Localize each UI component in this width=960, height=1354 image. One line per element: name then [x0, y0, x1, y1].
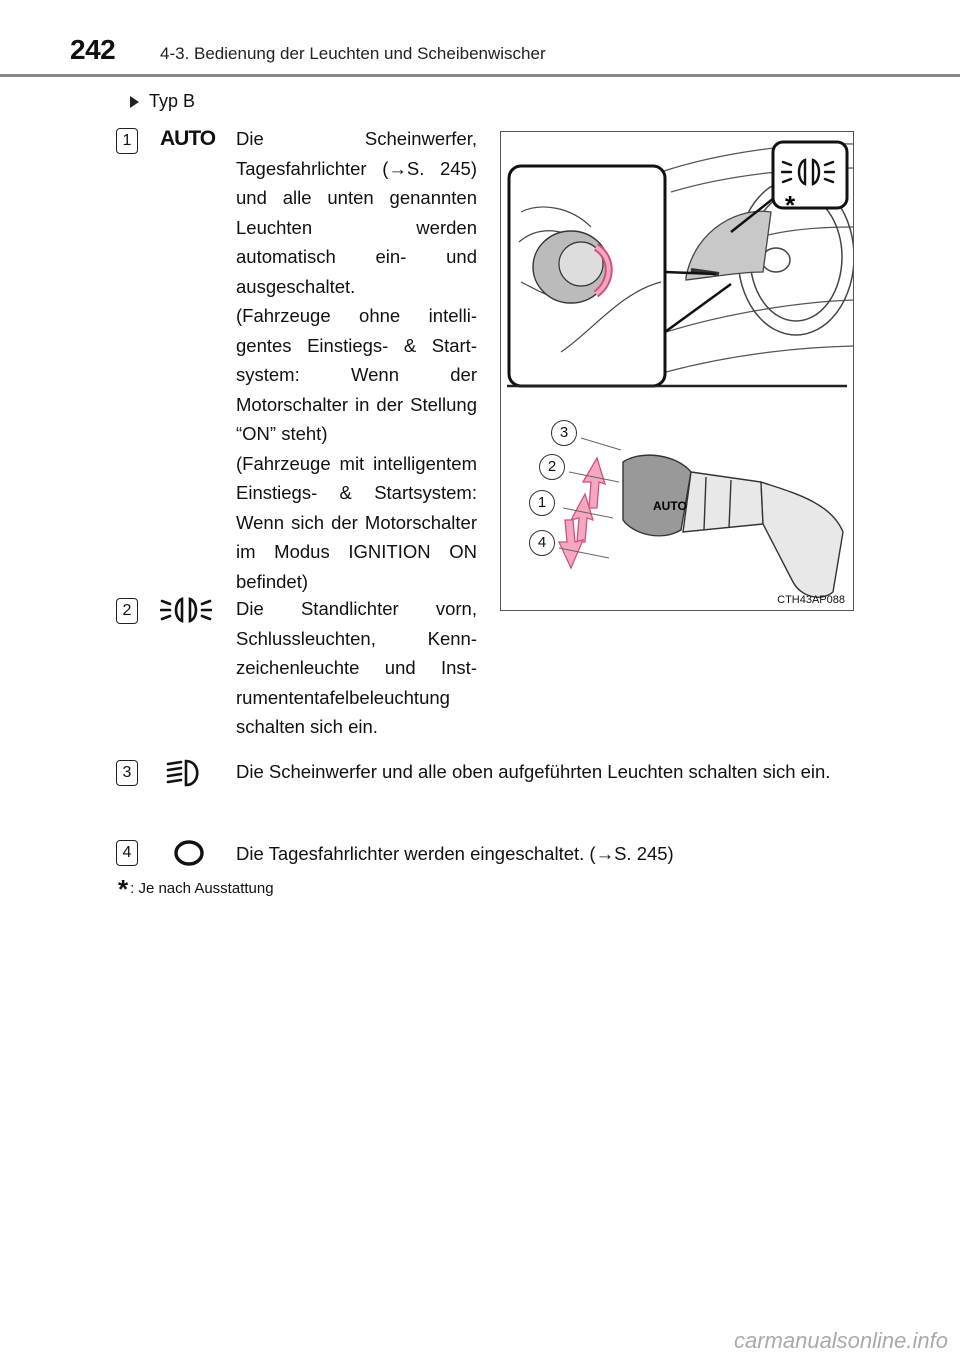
- watermark: carmanualsonline.info: [733, 1328, 948, 1353]
- item-2-paragraph: Die Standlichter vorn, Schlussleuchten, Kennzeichenleuchte und Instrumententafelbeleuchtung schalten sich ein.: [236, 598, 477, 737]
- headlight-icon: [166, 757, 206, 789]
- figure-callout-3: 3: [551, 420, 577, 446]
- type-heading: [130, 91, 195, 112]
- item-4-paragraph: Die Tagesfahrlichter werden eingeschaltet. (→S. 245): [236, 843, 674, 864]
- item-1-paragraph: (Fahrzeuge mit intelligentem Einstiegs- & Startsystem: Wenn sich der Motorschalter im Modus IGNITION ON befindet): [236, 452, 477, 592]
- figure-caption: CTH43AP088: [777, 594, 845, 606]
- inset-marker: *: [785, 190, 796, 220]
- figure-callout-1: 1: [529, 490, 555, 516]
- switch-auto-label: AUTO: [653, 499, 687, 513]
- figure-callout-4: 4: [529, 530, 555, 556]
- item-3-paragraph: Die Scheinwerfer und alle oben aufgeführten Leuchten schalten sich ein.: [236, 761, 831, 782]
- footnote-marker: *: [118, 874, 129, 904]
- item-number-3: 3: [116, 760, 138, 786]
- figure-callout-2: 2: [539, 454, 565, 480]
- section-title: 4-3. Bedienung der Leuchten und Scheibenwischer: [160, 44, 546, 63]
- footnote: [118, 874, 274, 904]
- item-1-description: [236, 124, 477, 596]
- daytime-running-light-icon: [172, 838, 206, 868]
- light-switch-figure: [500, 131, 854, 611]
- item-number-4: 4: [116, 840, 138, 866]
- item-4-description: [236, 836, 848, 872]
- page-number: 242: [70, 34, 116, 65]
- side-lights-icon: [160, 594, 212, 626]
- item-number-2: 2: [116, 598, 138, 624]
- item-1-paragraph: Die Scheinwerfer, Tagesfahrlichter (→S. 245) und alle unten genannten Leuchten werden automatisch ein- und ausgeschaltet.: [236, 128, 477, 297]
- footnote-text: : Je nach Ausstattung: [130, 880, 274, 897]
- auto-symbol: AUTO: [160, 127, 216, 150]
- type-heading-label: Typ B: [149, 91, 196, 111]
- header-divider: [0, 74, 960, 77]
- item-2-description: [236, 594, 477, 742]
- item-3-description: [236, 754, 848, 790]
- item-1-paragraph: (Fahrzeuge ohne intelligentes Einstiegs- & Startsystem: Wenn der Motorschalter in der Stellung “ON” steht): [236, 305, 477, 444]
- item-number-1: 1: [116, 128, 138, 154]
- triangle-bullet-icon: [130, 96, 139, 108]
